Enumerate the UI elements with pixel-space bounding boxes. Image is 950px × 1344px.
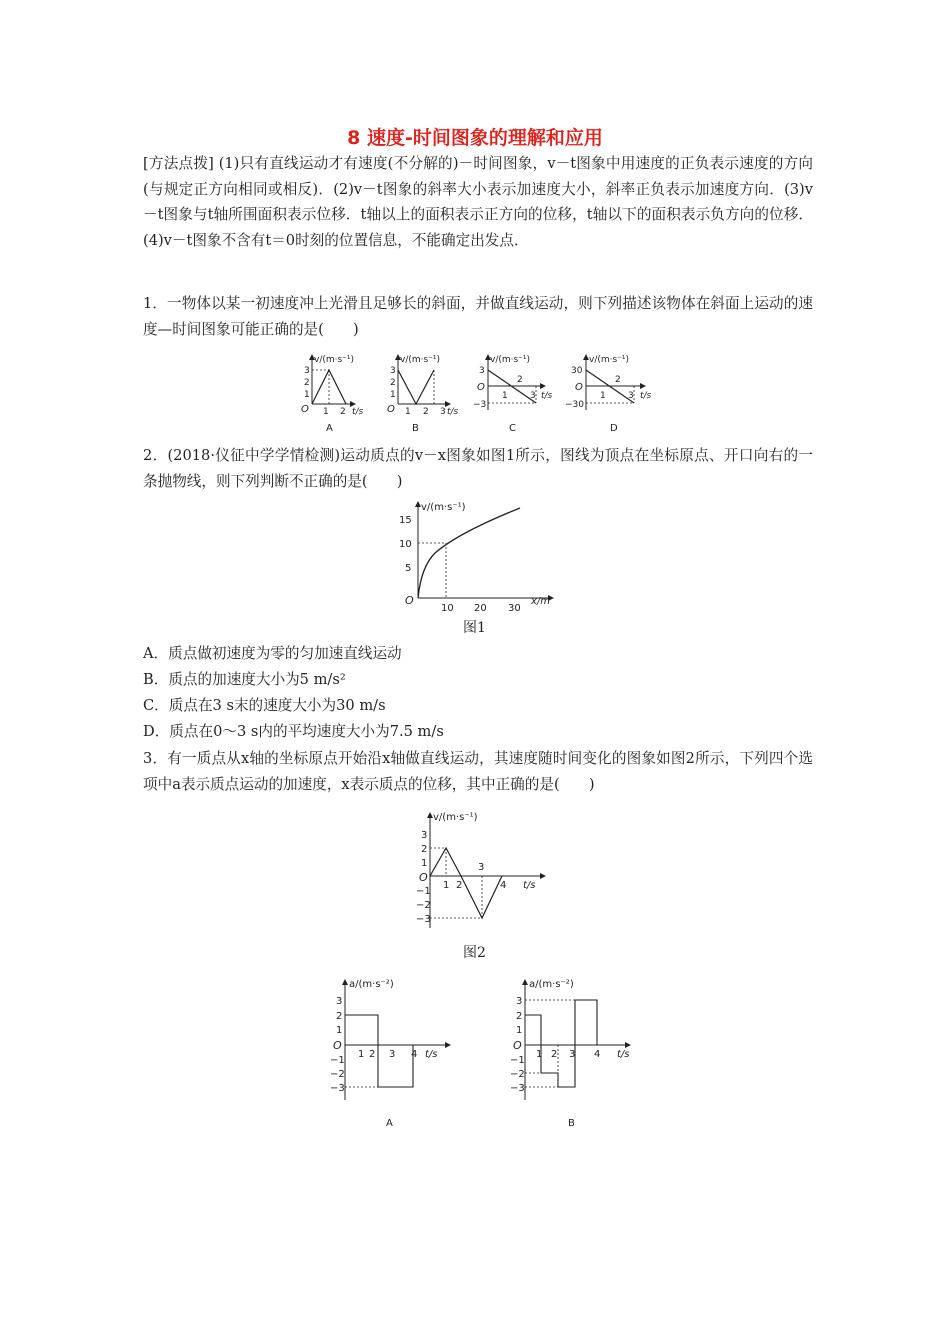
fig1-ytick: 5 [405, 563, 412, 574]
fig2-xtick: 1 [443, 880, 450, 891]
qa-xtick: 2 [369, 1049, 376, 1060]
qa-ytick: −3 [330, 1083, 345, 1094]
q1a-ytick: 3 [304, 366, 310, 376]
qa-ytick: 1 [336, 1025, 343, 1036]
figure-1 [385, 498, 585, 618]
fig2-ytick: −1 [416, 886, 431, 897]
q1b-axis-t: t/s [447, 407, 459, 417]
q1a-origin: O [301, 404, 309, 415]
q1-option-a: A [326, 423, 333, 434]
fig2-xtick: 4 [500, 880, 507, 891]
fig1-xtick: 20 [474, 603, 487, 614]
qb-xtick: 1 [536, 1049, 543, 1060]
qb-xtick: 3 [569, 1049, 576, 1060]
qa-axis-a: a/(m·s⁻²) [349, 979, 394, 990]
q2-choice-d: D．质点在0～3 s内的平均速度大小为7.5 m/s [143, 723, 444, 740]
q1c-axis-v: v/(m·s⁻¹) [490, 355, 531, 365]
fig2-ytick: −2 [416, 900, 431, 911]
qa-ytick: −2 [330, 1069, 345, 1080]
q1a-axis-t: t/s [352, 407, 364, 417]
q1-graph-b [387, 355, 459, 434]
q1c-ytick: 3 [479, 366, 485, 376]
figure-2 [410, 808, 570, 938]
q1d-axis-t: t/s [640, 391, 652, 401]
q2-choice-c: C．质点在3 s末的速度大小为30 m/s [143, 697, 386, 714]
q3-option-a: A [386, 1118, 393, 1129]
q1c-origin: O [477, 382, 485, 393]
q1d-axis-v: v/(m·s⁻¹) [589, 355, 630, 365]
q1a-ytick: 1 [304, 390, 310, 400]
qb-ytick: 2 [516, 1011, 523, 1022]
q1b-axis-v: v/(m·s⁻¹) [400, 355, 441, 365]
fig1-axis-v: v/(m·s⁻¹) [421, 502, 466, 513]
q2-choice-b: B．质点的加速度大小为5 m/s² [143, 671, 346, 688]
q1-graph-a [301, 355, 364, 434]
page-title: 8 速度-时间图象的理解和应用 [347, 127, 603, 149]
q2-choice-a: A．质点做初速度为零的匀加速直线运动 [143, 645, 402, 662]
qb-ytick: 3 [516, 996, 523, 1007]
method-label: [方法点拨] [143, 155, 214, 172]
qb-origin: O [513, 1039, 522, 1052]
fig1-ytick: 15 [399, 515, 412, 526]
figure-2-caption: 图2 [463, 945, 486, 961]
qb-ytick: 1 [516, 1025, 523, 1036]
q1-figures [0, 348, 950, 438]
q1c-axis-t: t/s [541, 391, 553, 401]
qb-axis-a: a/(m·s⁻²) [529, 979, 574, 990]
q1a-xtick: 1 [323, 407, 329, 417]
q1a-ytick: 2 [304, 378, 310, 388]
q1a-axis-v: v/(m·s⁻¹) [314, 355, 355, 365]
method-paragraph [143, 151, 813, 253]
qa-xtick: 4 [411, 1049, 418, 1060]
qa-ytick: 2 [336, 1011, 343, 1022]
method-text: (1)只有直线运动才有速度(不分解的)－时间图象，v－t图象中用速度的正负表示速度的方向(与规定正方向相同或相反)．(2)v－t图象的斜率大小表示加速度大小，斜率正负表示加速度方向．(3)v－t图象与t轴所围面积表示位移．t轴以上的面积表示正方向的位移，t轴以下的面积表示负方向的位移．(4)v－t图象不含有t＝0时刻的位置信息，不能确定出发点． [143, 155, 814, 249]
q1-option-d: D [610, 423, 618, 434]
q1c-xtick: 1 [502, 391, 508, 401]
qa-ytick: 3 [336, 996, 343, 1007]
qa-axis-t: t/s [425, 1049, 438, 1060]
q1d-xtick: 2 [615, 375, 621, 385]
fig2-axis-v: v/(m·s⁻¹) [433, 812, 478, 823]
qb-xtick: 4 [594, 1049, 601, 1060]
q1d-origin: O [575, 382, 583, 393]
q1-option-c: C [509, 423, 516, 434]
q1b-xtick: 1 [405, 407, 411, 417]
q1b-xtick: 2 [423, 407, 429, 417]
q1-option-b: B [412, 423, 419, 434]
qa-xtick: 3 [389, 1049, 396, 1060]
fig2-ytick: 3 [421, 830, 428, 841]
qb-ytick: −2 [510, 1069, 525, 1080]
q1c-xtick: 2 [517, 375, 523, 385]
fig2-ytick: 1 [421, 858, 428, 869]
fig2-axis-t: t/s [523, 880, 536, 891]
fig1-ytick: 10 [399, 539, 412, 550]
qb-xtick: 2 [551, 1049, 558, 1060]
figure-1-caption: 图1 [463, 620, 486, 636]
q1b-origin: O [387, 404, 395, 415]
qb-ytick: −3 [510, 1083, 525, 1094]
q1d-ytick: 30 [571, 366, 583, 376]
parabola-curve [418, 508, 520, 598]
fig1-xtick: 30 [508, 603, 521, 614]
q1b-ytick: 2 [390, 378, 396, 388]
fig2-xtick: 2 [456, 880, 463, 891]
qa-xtick: 1 [358, 1049, 365, 1060]
qb-ytick: −1 [510, 1055, 525, 1066]
q1d-xtick: 1 [600, 391, 606, 401]
q1c-ytick: −3 [473, 400, 487, 410]
fig1-origin: O [405, 594, 414, 607]
fig2-ytick: 2 [421, 844, 428, 855]
question-2-text: 2．(2018·仪征中学学情检测)运动质点的v－x图象如图1所示，图线为顶点在坐标原点、开口向右的一条抛物线，则下列判断不正确的是( ) [143, 447, 813, 490]
fig2-xtick: 3 [478, 862, 485, 873]
q1-graph-d [565, 355, 652, 434]
qb-axis-t: t/s [617, 1049, 630, 1060]
q1b-ytick: 3 [390, 366, 396, 376]
question-3-text: 3．有一质点从x轴的坐标原点开始沿x轴做直线运动，其速度随时间变化的图象如图2所示，下列四个选项中a表示质点运动的加速度，x表示质点的位移，其中正确的是( ) [143, 750, 813, 793]
qa-ytick: −1 [330, 1055, 345, 1066]
q1b-xtick: 3 [440, 407, 446, 417]
q1b-ytick: 1 [390, 390, 396, 400]
q1a-xtick: 2 [340, 407, 346, 417]
fig1-axis-x: x/m [531, 596, 551, 607]
fig2-origin: O [419, 871, 428, 884]
q1d-xtick: 3 [628, 391, 634, 401]
q3-graph-b [505, 975, 655, 1129]
fig1-xtick: 10 [441, 603, 454, 614]
q3-graph-a [325, 975, 475, 1129]
qa-origin: O [333, 1039, 342, 1052]
q3-option-b: B [568, 1118, 575, 1129]
fig2-ytick: −3 [416, 914, 431, 925]
q1c-xtick: 3 [530, 391, 536, 401]
velocity-line [430, 848, 502, 918]
q1d-ytick: −30 [565, 400, 584, 410]
q1-graph-c [473, 355, 553, 434]
question-1-text: 1．一物体以某一初速度冲上光滑且足够长的斜面，并做直线运动，则下列描述该物体在斜面上运动的速度—时间图象可能正确的是( ) [143, 295, 813, 338]
